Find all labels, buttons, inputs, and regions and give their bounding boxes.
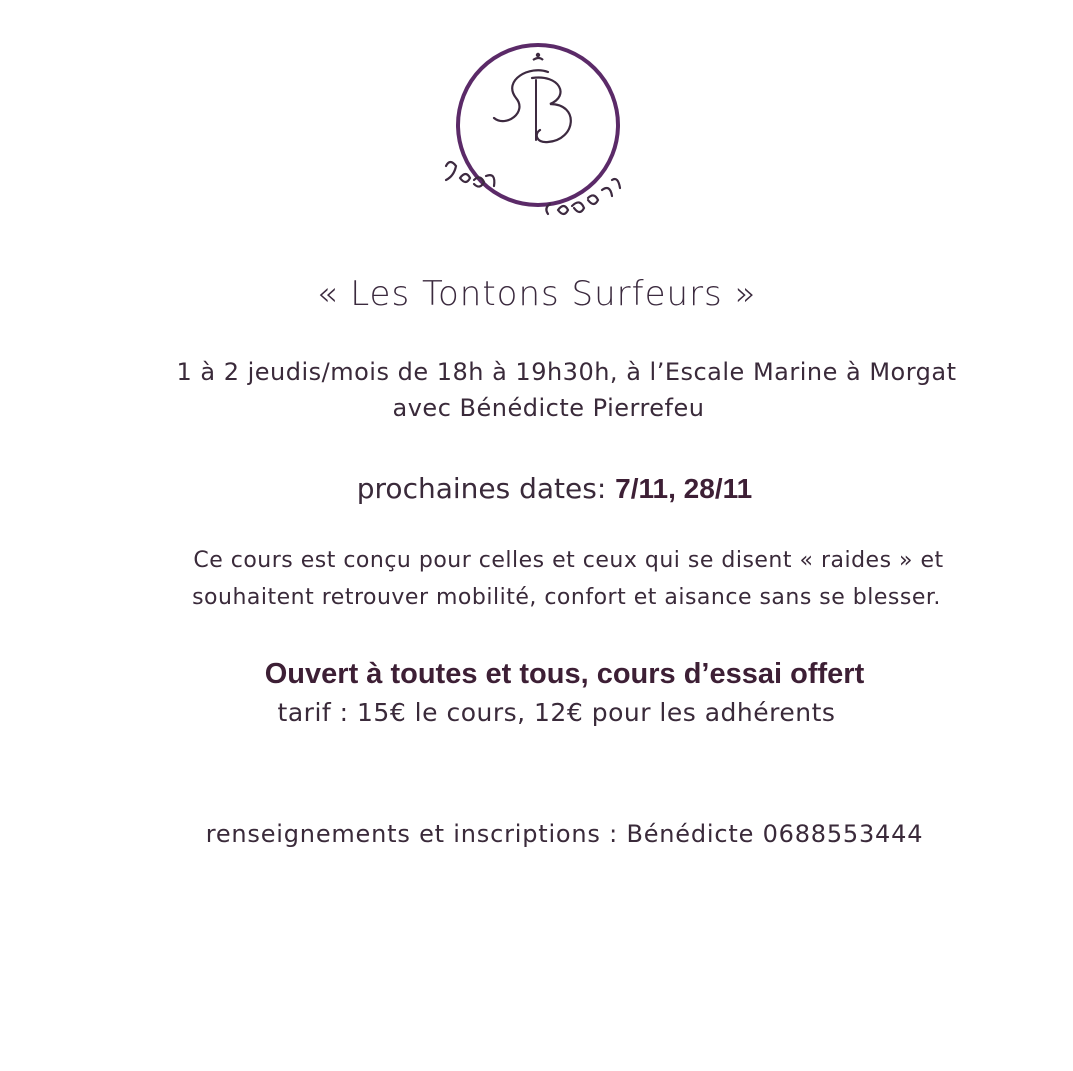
yoga-crozon-logo-icon bbox=[440, 30, 640, 235]
next-dates-values: 7/11, 28/11 bbox=[615, 473, 753, 504]
description-line-1: Ce cours est conçu pour celles et ceux qui se disent « raides » et bbox=[193, 548, 944, 573]
contact-text: renseignements et inscriptions : Bénédicte 0688553444 bbox=[205, 820, 924, 848]
next-dates bbox=[18, 472, 1073, 505]
event-title: « Les Tontons Surfeurs » bbox=[316, 274, 757, 314]
teacher-text: avec Bénédicte Pierrefeu bbox=[392, 394, 705, 422]
description-line-2: souhaitent retrouver mobilité, confort et aisance sans se blesser. bbox=[192, 585, 941, 610]
schedule-text: 1 à 2 jeudis/mois de 18h à 19h30h, à l’Escale Marine à Morgat bbox=[176, 358, 957, 386]
open-to-all-text: Ouvert à toutes et tous, cours d’essai offert bbox=[264, 658, 865, 690]
price-text: tarif : 15€ le cours, 12€ pour les adhérents bbox=[277, 698, 836, 727]
next-dates-label: prochaines dates: bbox=[356, 472, 616, 505]
